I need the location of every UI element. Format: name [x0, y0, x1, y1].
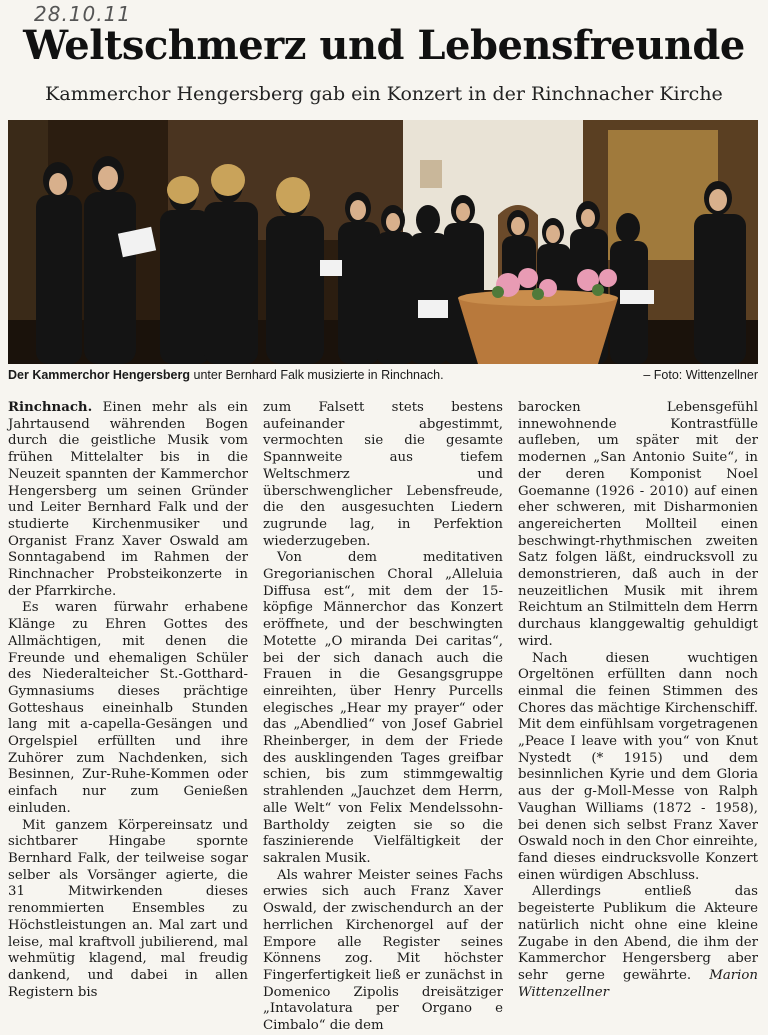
- paragraph-text: Einen mehr als ein Jahrtausend währenden Bogen durch die geistliche Musik vom frühen Mittelalter bis in die Neuzeit spannten der Kammerchor Hengersberg um seinen Gründer und Leiter Bernhard Falk und der studierte Kirchenmusiker und Organist Franz Xaver Oswald am Sonntagabend im Rahmen der Rinchnacher Probsteikonzerte in der Pfarrkirche.: [8, 400, 248, 599]
- article-paragraph: Es waren fürwahr erhabene Klänge zu Ehren Gottes des Allmächtigen, mit denen die Freunde und ehemaligen Schüler des Niederalteicher St.-Gotthard-Gymnasiums dieses prächtige Gotteshaus eineinhalb Stunden lang mit a-capella-Gesängen und Orgelspiel erfüllten und ihre Zuhörer zum Nachdenken, sich Besinnen, Zur-Ruhe-Kommen oder einfach nur zum Genießen einluden.: [8, 600, 248, 816]
- caption-text: [8, 368, 444, 386]
- author-name: Marion Wittenzellner: [518, 967, 758, 1000]
- article-paragraph: [518, 884, 758, 1001]
- article-paragraph: barocken Lebensgefühl innewohnende Kontrastfülle aufleben, um später mit der modernen „San Antonio Suite“, in der deren Komponist Noel Goemanne (1926 - 2010) auf einen eher schweren, mit Disharmonien angereicherten Mollteil einen beschwingt-rhythmischen zweiten Satz folgen läßt, eindrucksvoll zu demonstrieren, daß auch in der neuzeitlichen Musik mit ihrem Reichtum an Stilmitteln dem Herrn durchaus klanggewaltig gehuldigt wird.: [518, 400, 758, 649]
- article-paragraph: Als wahrer Meister seines Fachs erwies sich auch Franz Xaver Oswald, der zwischendurch an der herrlichen Kirchenorgel auf der Empore alle Register seines Könnens zog. Mit höchster Fingerfertigkeit ließ er zunächst in Domenico Zipolis dreisätziger „Intavolatura per Organo e Cimbalo“ die dem: [263, 867, 503, 1034]
- article-paragraph: [8, 400, 248, 600]
- dateline-location: Rinchnach.: [8, 400, 93, 415]
- caption-bold: Der Kammerchor Hengersberg: [8, 368, 191, 382]
- caption-rest: unter Bernhard Falk musizierte in Rinchnach.: [190, 368, 444, 382]
- article-paragraph: Nach diesen wuchtigen Orgeltönen erfüllten dann noch einmal die feinen Stimmen des Chores das mächtige Kirchenschiff. Mit dem einfühlsam vorgetragenen „Peace I leave with you“ von Knut Nystedt (* 1915) und dem besinnlichen Kyrie und dem Gloria aus der g-Moll-Messe von Ralph Vaughan Williams (1872 - 1958), bei denen sich selbst Franz Xaver Oswald noch in den Chor einreihte, fand dieses eindrucksvolle Konzert einen würdigen Abschluss.: [518, 650, 758, 883]
- handwritten-date: 28.10.11: [34, 2, 132, 26]
- article-body: [8, 400, 758, 1034]
- photo-credit: – Foto: Wittenzellner: [643, 368, 758, 382]
- article-column-3: [518, 400, 758, 1000]
- choir-photo: [8, 120, 758, 364]
- subheadline: Kammerchor Hengersberg gab ein Konzert in der Rinchnacher Kirche: [45, 83, 723, 105]
- article-paragraph: Von dem meditativen Gregorianischen Choral „Alleluia Diffusa est“, mit dem der 15-köpfige Männerchor das Konzert eröffnete, und der beschwingten Motette „O miranda Dei caritas“, bei der sich danach auch die Frauen in die Gesangsgruppe einreihten, über Henry Purcells elegisches „Hear my prayer“ oder das „Abendlied“ von Josef Gabriel Rheinberger, in dem der Friede des ausklingenden Tages greifbar schien, bis zum stimmgewaltig strahlenden „Jauchzet dem Herrn, alle Welt“ von Felix Mendelssohn-Bartholdy zeigten sie so die faszinierende Vielfältigkeit der sakralen Musik.: [263, 550, 503, 866]
- article-paragraph: Mit ganzem Körpereinsatz und sichtbarer Hingabe spornte Bernhard Falk, der teilweise sogar selber als Vorsänger agierte, die 31 Mitwirkenden dieses renommierten Ensembles zu Höchstleistungen an. Mal zart und leise, mal kraftvoll jubilierend, mal wehmütig klagend, mal freudig dankend, und dabei in allen Registern bis: [8, 817, 248, 1000]
- headline: Weltschmerz und Lebensfreunde: [23, 22, 745, 69]
- photo-caption: [8, 368, 758, 386]
- article-column-1: [8, 400, 248, 1000]
- article-paragraph: zum Falsett stets bestens aufeinander abgestimmt, vermochten sie die gesamte Spannweite aus tiefem Weltschmerz und überschwenglicher Lebensfreude, die den ausgesuchten Liedern zugrunde lag, in Perfektion wiederzugeben.: [263, 400, 503, 549]
- article-column-2: [263, 400, 503, 1034]
- paragraph-text: Allerdings entließ das begeisterte Publikum die Akteure natürlich nicht ohne eine kleine Zugabe in den Abend, die ihm der Kammerchor Hengersberg aber sehr gerne gewährte.: [518, 884, 758, 983]
- choir-photo-illustration: [8, 120, 758, 364]
